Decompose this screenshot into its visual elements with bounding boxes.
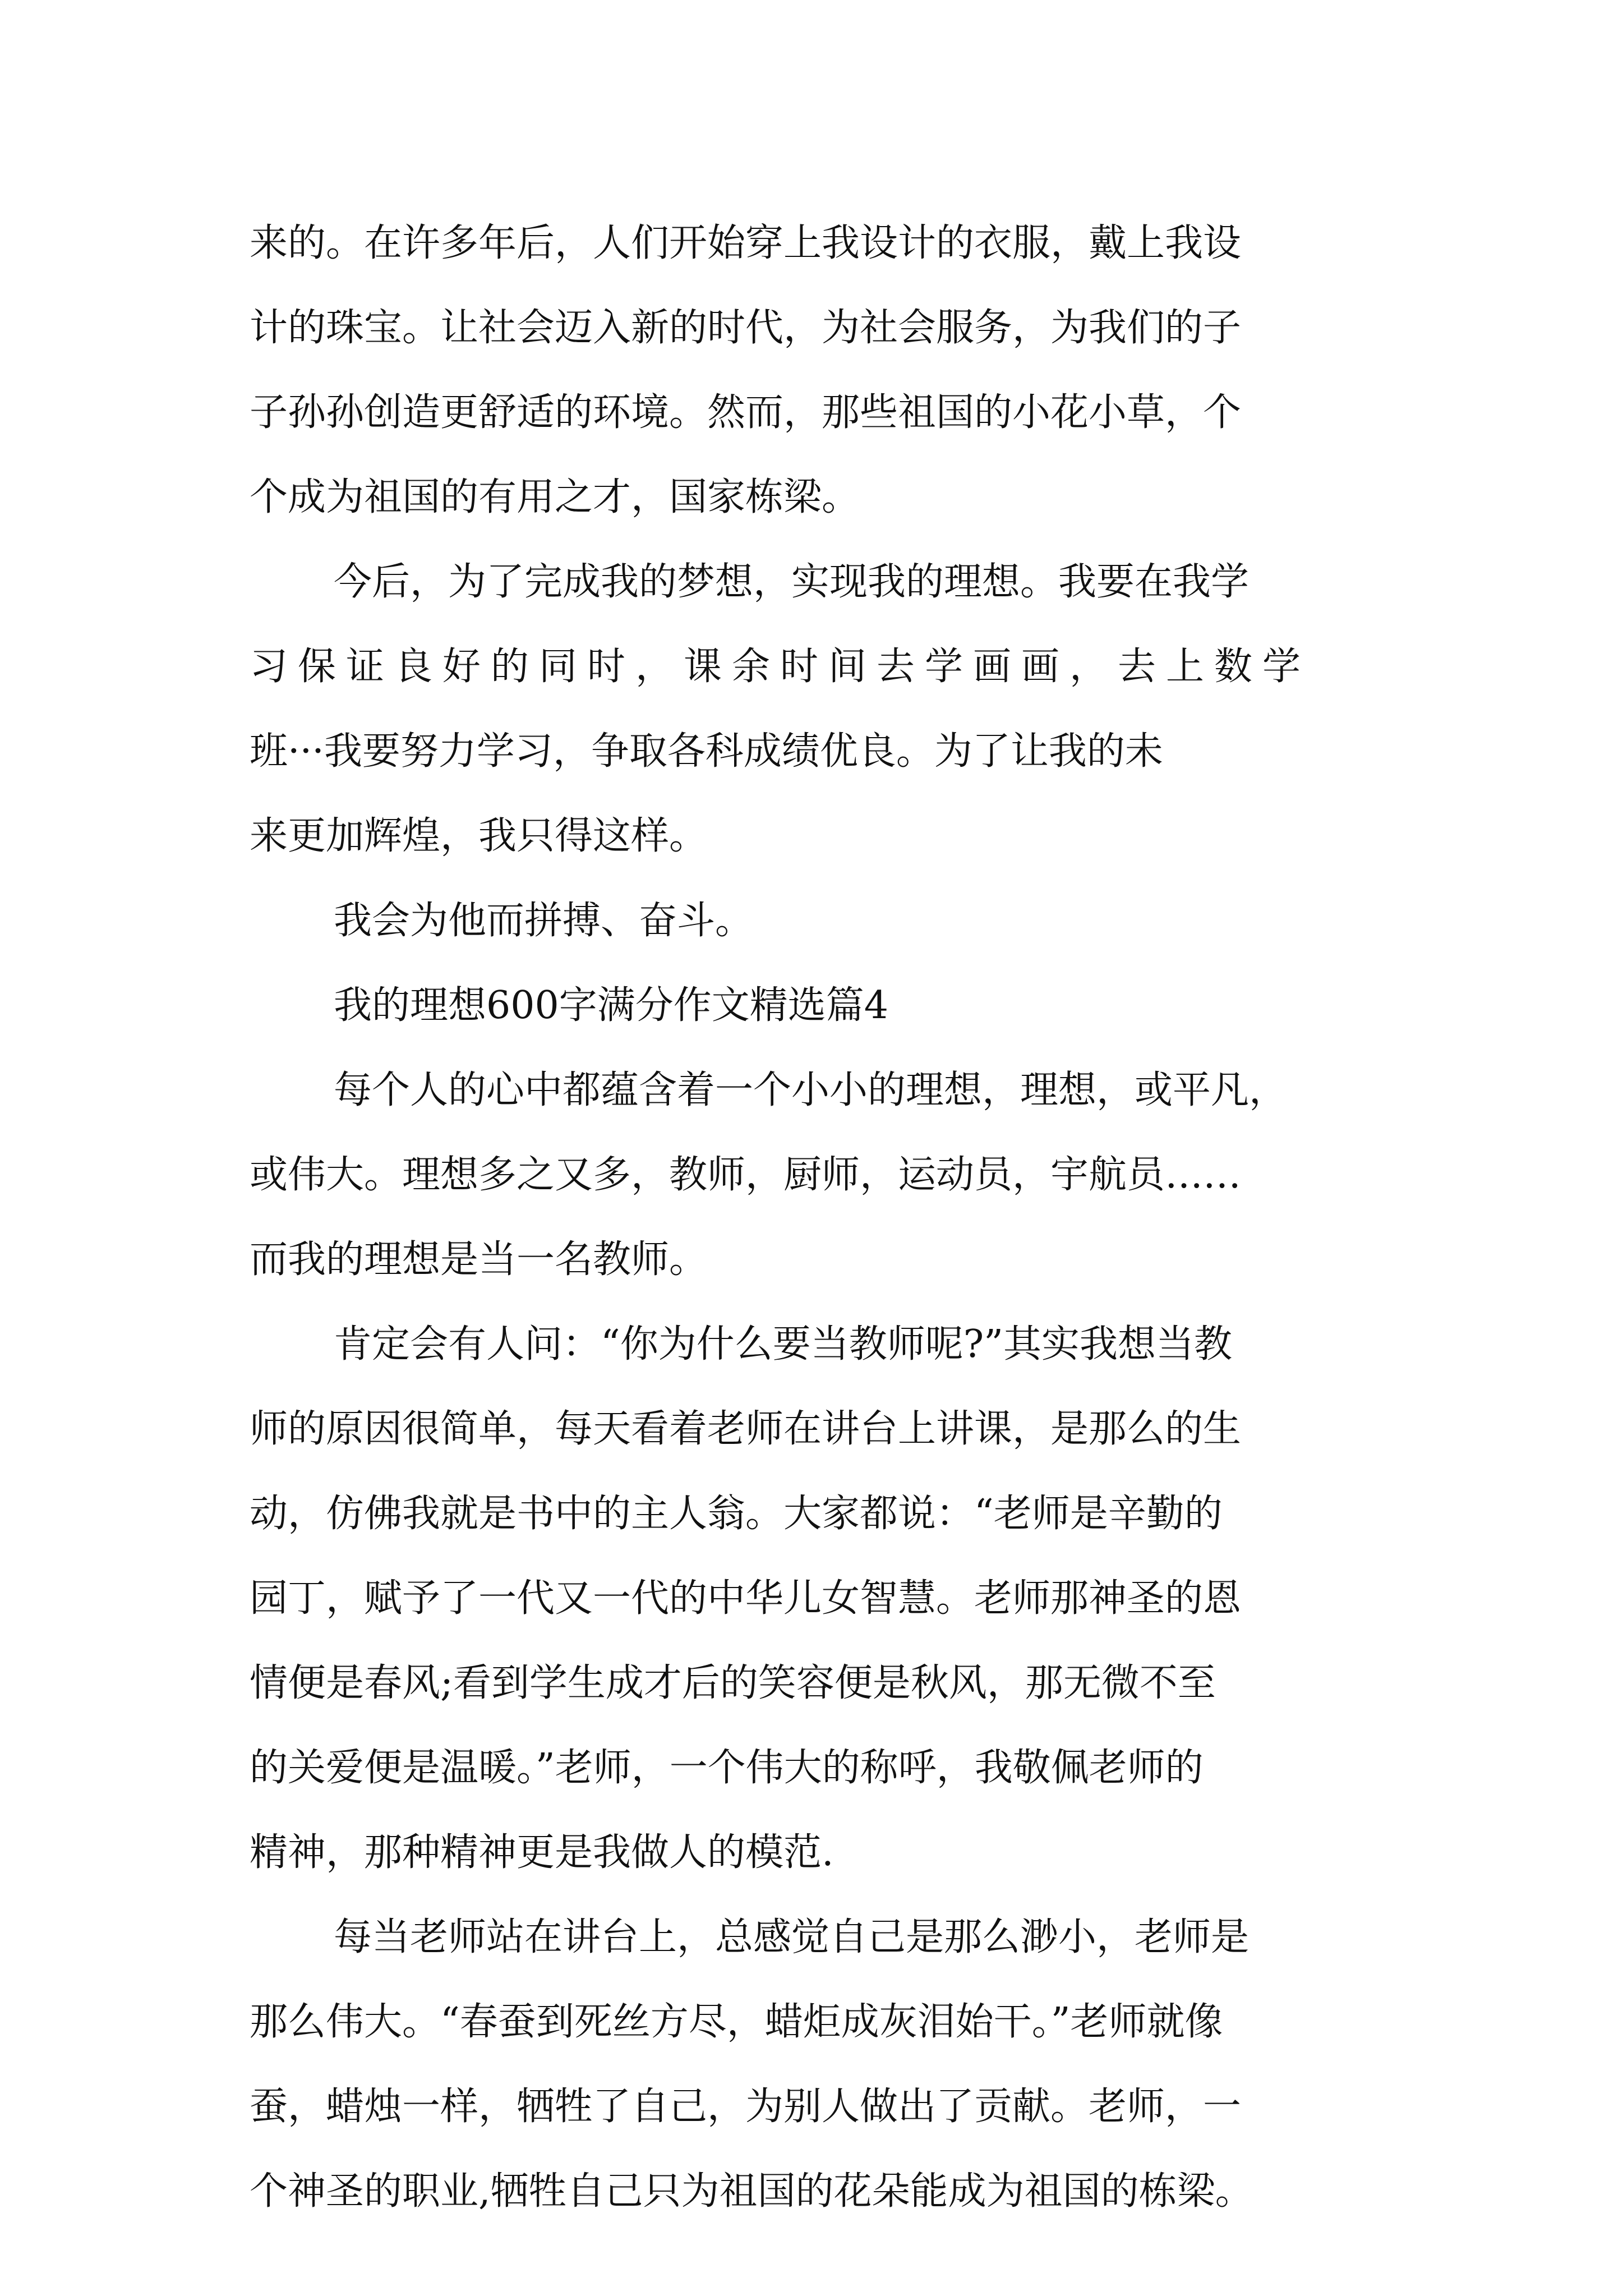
paragraph-start-line: 今后，为了完成我的梦想，实现我的理想。我要在我学 — [334, 560, 1249, 604]
text-line: 那么伟大。“春蚕到死丝方尽，蜡炬成灰泪始干。”老师就像 — [250, 2000, 1223, 2044]
text-line: 或伟大。理想多之又多，教师，厨师，运动员，宇航员…… — [250, 1153, 1242, 1197]
section-heading: 我的理想600字满分作文精选篇4 — [334, 983, 889, 1028]
text-line: 情便是春风;看到学生成才后的笑容便是秋风，那无微不至 — [250, 1661, 1216, 1705]
text-line: 来的。在许多年后，人们开始穿上我设计的衣服，戴上我设 — [250, 221, 1242, 265]
paragraph-start-line: 我会为他而拼搏、奋斗。 — [334, 899, 754, 943]
paragraph-start-line: 每当老师站在讲台上，总感觉自己是那么渺小，老师是 — [334, 1915, 1249, 1959]
text-line: 班···我要努力学习，争取各科成绩优良。为了让我的未 — [250, 729, 1163, 774]
text-line: 的关爱便是温暖。”老师，一个伟大的称呼，我敬佩老师的 — [250, 1746, 1204, 1790]
text-line: 来更加辉煌，我只得这样。 — [250, 814, 708, 858]
text-line: 动，仿佛我就是书中的主人翁。大家都说：“老师是辛勤的 — [250, 1492, 1223, 1536]
paragraph-start-line: 肯定会有人问：“你为什么要当教师呢?”其实我想当教 — [334, 1322, 1232, 1366]
text-line: 精神，那种精神更是我做人的模范. — [250, 1830, 834, 1875]
essay-body — [250, 201, 1371, 2234]
text-line: 个成为祖国的有用之才，国家栋梁。 — [250, 475, 860, 519]
text-line: 个神圣的职业,牺牲自己只为祖国的花朵能成为祖国的栋梁。 — [250, 2169, 1253, 2214]
text-line: 而我的理想是当一名教师。 — [250, 1237, 708, 1282]
text-line: 师的原因很简单，每天看着老师在讲台上讲课，是那么的生 — [250, 1407, 1242, 1451]
text-line: 子孙孙创造更舒适的环境。然而，那些祖国的小花小草，个 — [250, 390, 1242, 435]
text-line: 习保证良好的同时，课余时间去学画画，去上数学 — [250, 645, 1311, 689]
text-line: 计的珠宝。让社会迈入新的时代，为社会服务，为我们的子 — [250, 306, 1242, 350]
text-line: 蚕，蜡烛一样，牺牲了自己，为别人做出了贡献。老师，一 — [250, 2085, 1242, 2129]
text-line: 园丁，赋予了一代又一代的中华儿女智慧。老师那神圣的恩 — [250, 1576, 1242, 1621]
paragraph-start-line: 每个人的心中都蕴含着一个小小的理想，理想，或平凡， — [334, 1068, 1288, 1112]
